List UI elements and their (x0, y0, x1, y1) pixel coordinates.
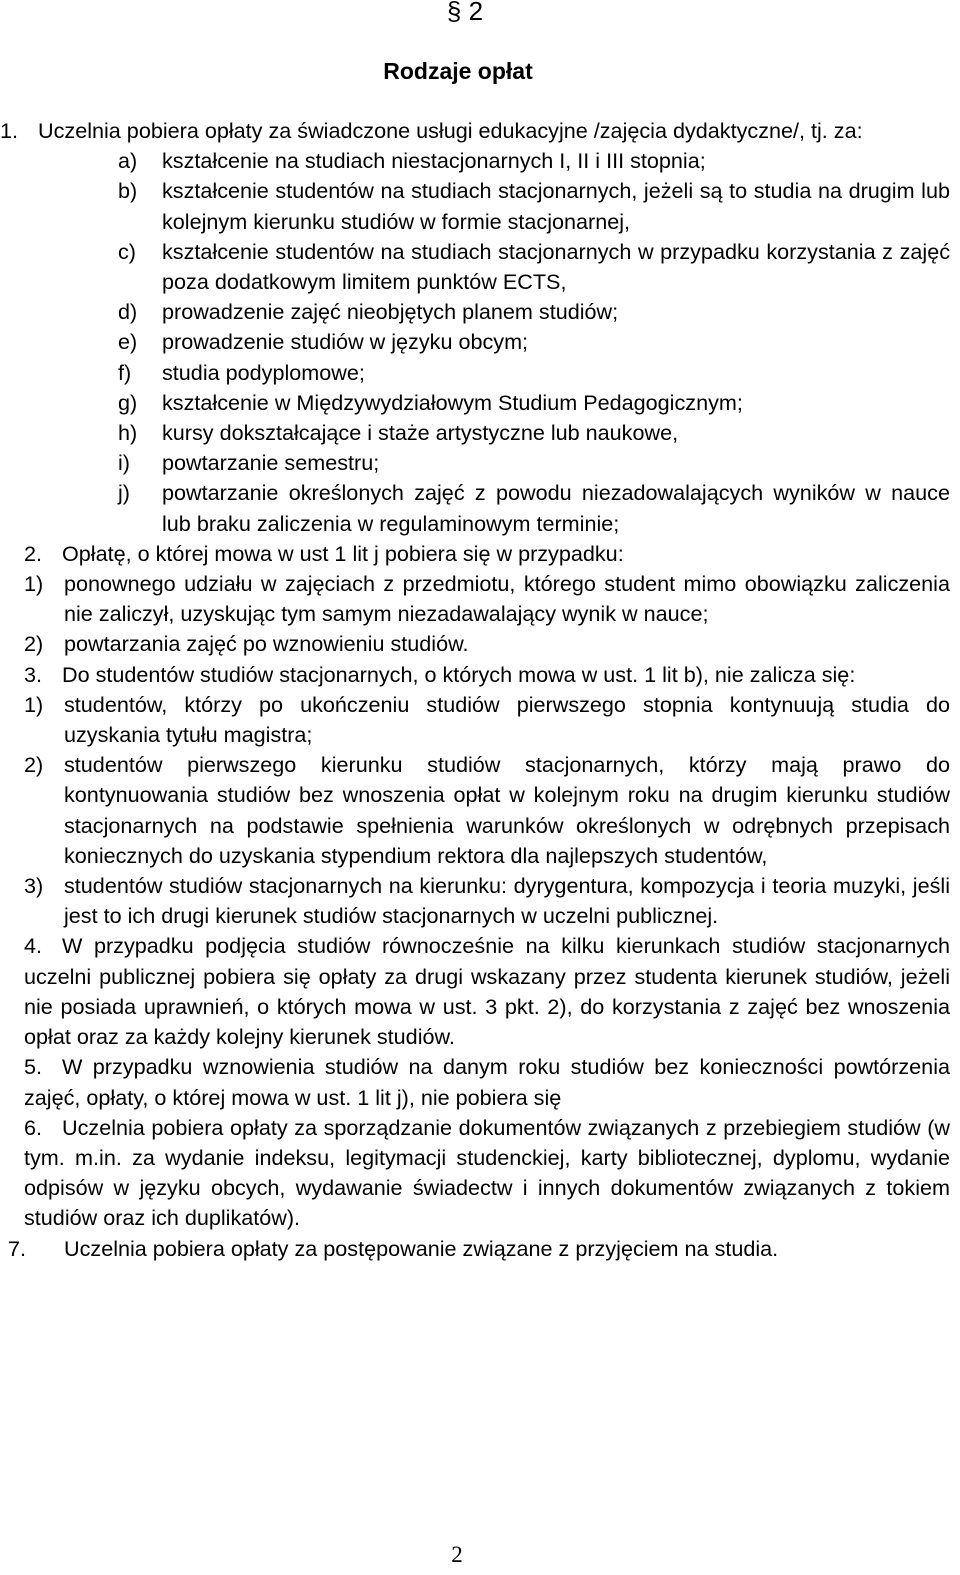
list-item (0, 176, 960, 236)
section-heading: § 2 (446, 0, 484, 26)
list-item-text: kształcenie studentów na studiach stacjonarnych, jeżeli są to studia na drugim lub kolejnym kierunku studiów w formie stacjonarnej, (162, 178, 950, 234)
paragraph-number: 1. (0, 118, 19, 143)
document-body (0, 116, 960, 1264)
list-item-text: ponownego udziału w zajęciach z przedmiotu, którego student mimo obowiązku zaliczenia nie zaliczył, uzyskując tym samym niezadawalający wynik w nauce; (64, 571, 950, 627)
paragraph-6 (0, 1113, 960, 1234)
list-item (0, 146, 960, 176)
list-item-label: c) (118, 238, 136, 264)
list-item-label: b) (118, 178, 138, 204)
list-item (0, 358, 960, 388)
paragraph-5 (0, 1052, 960, 1112)
list-item-label: a) (118, 148, 138, 174)
paragraph-number: 2. (24, 540, 43, 566)
list-item-text: studentów, którzy po ukończeniu studiów pierwszego stopnia kontynuują studia do uzyskania tytułu magistra; (64, 691, 950, 748)
list-item (0, 750, 960, 871)
paragraph-text: Opłatę, o której mowa w ust 1 lit j pobiera się w przypadku: (62, 540, 624, 566)
list-item-text: kształcenie w Międzywydziałowym Studium Pedagogicznym; (162, 389, 743, 415)
paragraph-4 (0, 931, 960, 1052)
paragraph-7 (0, 1234, 960, 1264)
list-item-label: 1) (24, 571, 44, 597)
list-item-text: powtarzanie określonych zajęć z powodu niezadowalających wyników w nauce lub braku zaliczenia w regulaminowym terminie; (162, 480, 950, 536)
list-item (0, 478, 960, 538)
list-item-text: kursy dokształcające i staże artystyczne lub naukowe, (162, 420, 679, 446)
list-item-text: kształcenie studentów na studiach stacjonarnych w przypadku korzystania z zajęć poza dodatkowym limitem punktów ECTS, (162, 238, 950, 295)
list-item-label: i) (118, 450, 130, 476)
list-item (0, 690, 960, 750)
list-item-text: studentów pierwszego kierunku studiów stacjonarnych, którzy mają prawo do kontynuowania studiów bez wnoszenia opłat w kolejnym roku na drugim kierunku studiów stacjonarnych na podstawie spełnienia warunków określonych w odrębnych przepisach koniecznych do uzyskania stypendium rektora dla najlepszych studentów, (64, 752, 950, 868)
paragraph-text: Uczelnia pobiera opłaty za postępowanie związane z przyjęciem na studia. (64, 1235, 779, 1261)
list-item (0, 448, 960, 478)
list-item-label: 3) (24, 873, 44, 899)
list-item-text: prowadzenie studiów w języku obcym; (162, 329, 529, 355)
paragraph-3-list (0, 690, 960, 932)
list-item (0, 237, 960, 297)
paragraph-2-list (0, 569, 960, 660)
list-item (0, 388, 960, 418)
list-item (0, 871, 960, 931)
list-item-text: kształcenie na studiach niestacjonarnych I, II i III stopnia; (162, 148, 706, 174)
paragraph-text: Uczelnia pobiera opłaty za świadczone usługi edukacyjne /zajęcia dydaktyczne/, tj. za: (38, 118, 863, 143)
list-item-label: e) (118, 329, 138, 355)
list-item-text: studia podyplomowe; (162, 359, 365, 385)
list-item-label: g) (118, 389, 138, 415)
list-item-label: d) (118, 299, 138, 325)
list-item (0, 297, 960, 327)
list-item-label: 2) (24, 752, 44, 778)
paragraph-text: W przypadku podjęcia studiów równocześnie na kilku kierunkach studiów stacjonarnych uczelni publicznej pobiera się opłaty za drugi wskazany przez studenta kierunek studiów, jeżeli nie posiada uprawnień, o których mowa w ust. 3 pkt. 2), do korzystania z zajęć bez wnoszenia opłat oraz za każdy kolejny kierunek studiów. (24, 933, 950, 1050)
paragraph-number: 5. (24, 1054, 43, 1080)
list-item-label: 1) (24, 691, 44, 717)
list-item-label: j) (118, 480, 130, 506)
list-item (0, 418, 960, 448)
list-item-text: powtarzanie semestru; (162, 450, 380, 476)
paragraph-1-list (0, 146, 960, 539)
paragraph-2 (0, 539, 960, 569)
list-item (0, 629, 960, 659)
page-number: 2 (451, 1542, 463, 1567)
page-title: Rodzaje opłat (383, 58, 533, 84)
paragraph-text: Do studentów studiów stacjonarnych, o których mowa w ust. 1 lit b), nie zalicza się: (62, 661, 856, 687)
list-item (0, 327, 960, 357)
paragraph-number: 4. (24, 933, 43, 959)
list-item-text: prowadzenie zajęć nieobjętych planem studiów; (162, 299, 619, 325)
list-item-label: f) (118, 359, 132, 385)
list-item-text: powtarzania zajęć po wznowieniu studiów. (64, 631, 469, 657)
paragraph-number: 7. (8, 1235, 27, 1261)
paragraph-1 (0, 116, 960, 146)
paragraph-3 (0, 660, 960, 690)
list-item-text: studentów studiów stacjonarnych na kierunku: dyrygentura, kompozycja i teoria muzyki, jeśli jest to ich drugi kierunek studiów stacjonarnych w uczelni publicznej. (64, 873, 950, 929)
list-item-label: 2) (24, 631, 44, 657)
paragraph-number: 3. (24, 661, 43, 687)
paragraph-text: W przypadku wznowienia studiów na danym roku studiów bez konieczności powtórzenia zajęć, opłaty, o której mowa w ust. 1 lit j), nie pobiera się (24, 1054, 950, 1110)
paragraph-number: 6. (24, 1114, 43, 1140)
list-item (0, 569, 960, 629)
paragraph-text: Uczelnia pobiera opłaty za sporządzanie dokumentów związanych z przebiegiem studiów (w tym. m.in. za wydanie indeksu, legitymacji studenckiej, karty bibliotecznej, dyplomu, wydanie odpisów w języku obcych, wydawanie świadectw i innych dokumentów związanych z tokiem studiów oraz ich duplikatów). (24, 1114, 950, 1231)
list-item-label: h) (118, 420, 138, 446)
